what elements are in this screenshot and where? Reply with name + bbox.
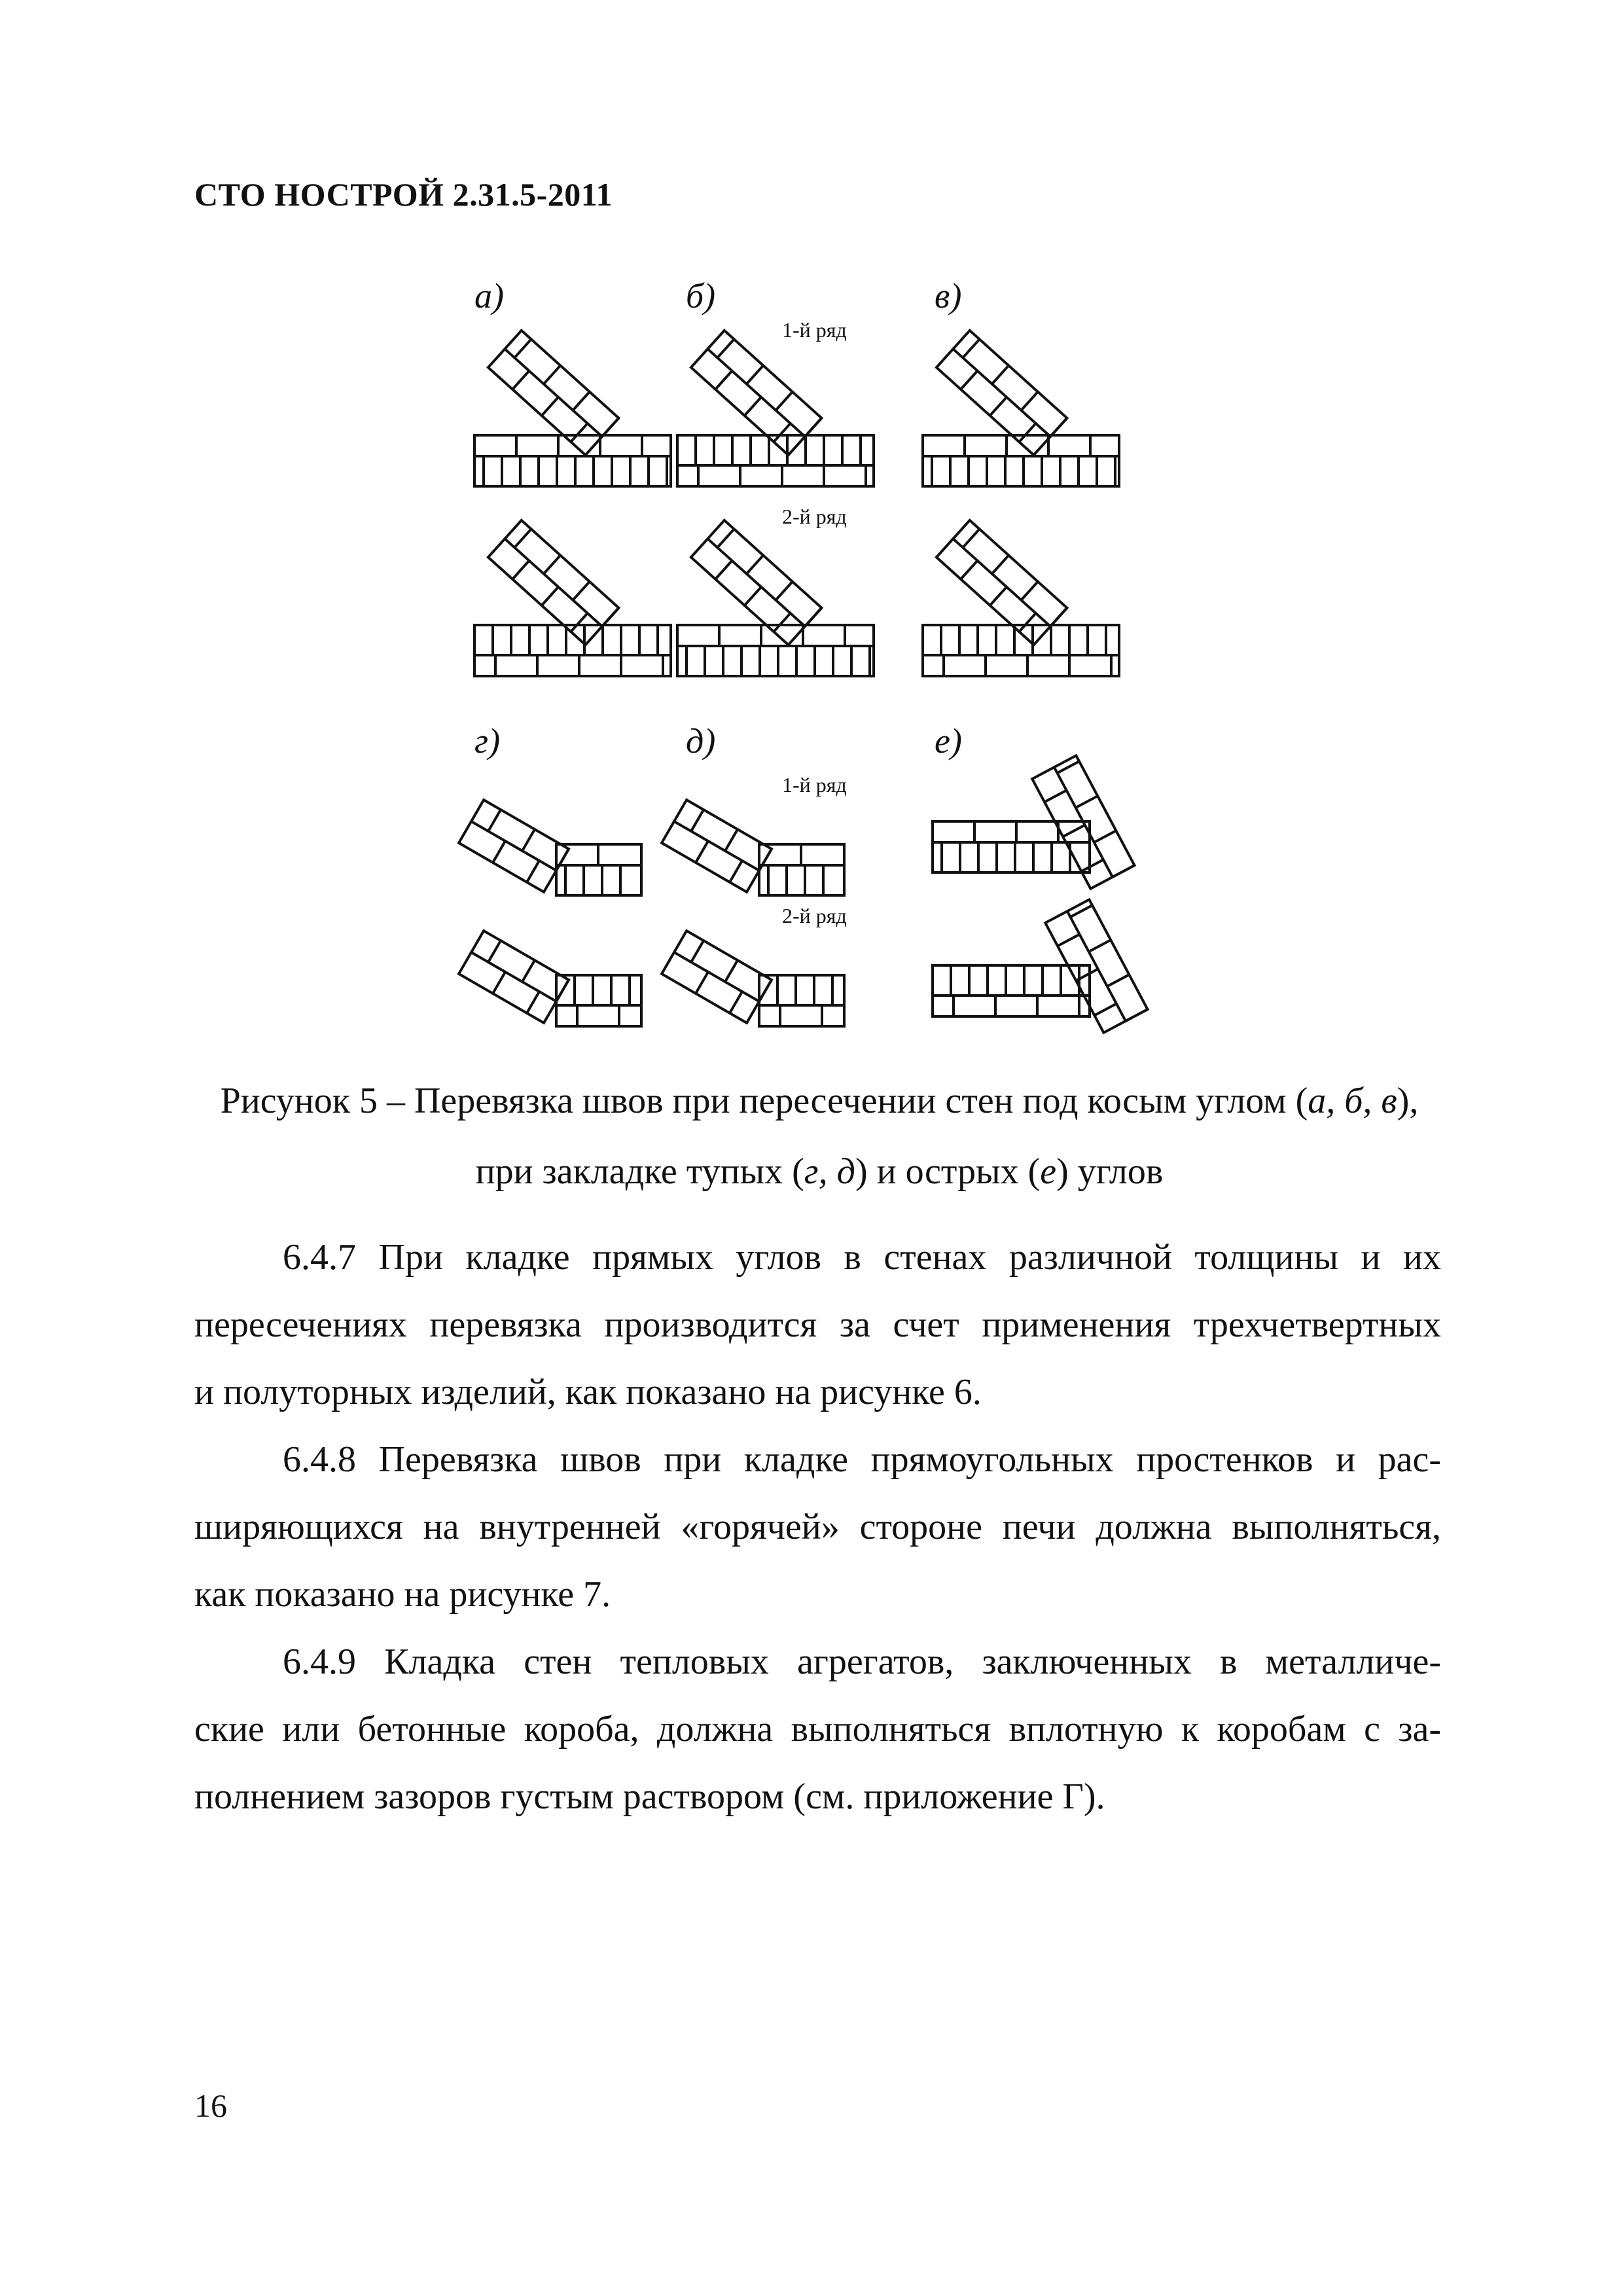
paragraph-line: 6.4.8 Перевязка швов при кладке прямоугольных простенков и рас- <box>283 1439 1441 1480</box>
caption-e: е <box>1040 1151 1057 1192</box>
row-label-second-bottom: 2-й ряд <box>782 904 847 927</box>
oblique-wall <box>1045 899 1147 1032</box>
wall-outline <box>933 965 1090 1016</box>
paragraph-line: и полуторных изделий, как показано на рисунке 6. <box>194 1372 982 1412</box>
paragraph-6-4-9 <box>194 1628 1441 1831</box>
paragraph-line: 6.4.9 Кладка стен тепловых агрегатов, заключенных в металличе- <box>283 1641 1441 1682</box>
row-label-first-bottom: 1-й ряд <box>782 773 847 797</box>
caption-line2-b: ) и острых ( <box>855 1151 1041 1192</box>
label-d: д) <box>686 721 716 761</box>
caption-prefix: Рисунок 5 – Перевязка швов при пересечении стен под косым углом ( <box>220 1081 1308 1121</box>
wall-outline <box>474 625 671 676</box>
oblique-wall <box>488 331 618 455</box>
label-b: б) <box>686 276 716 315</box>
wall-outline <box>556 975 641 1026</box>
paragraph-line: 6.4.7 При кладке прямых углов в стенах различной толщины и их <box>283 1237 1441 1278</box>
oblique-wall <box>1032 755 1134 888</box>
row-label-second-top: 2-й ряд <box>782 505 847 528</box>
label-v: в) <box>935 276 962 315</box>
oblique-wall <box>691 331 821 455</box>
row-label-first-top: 1-й ряд <box>782 318 847 342</box>
caption-line2-c: ) углов <box>1056 1151 1164 1192</box>
oblique-wall <box>488 520 618 645</box>
label-e: е) <box>935 721 962 761</box>
wall-outline <box>677 625 874 676</box>
caption-line-2 <box>194 1136 1444 1207</box>
wall-outline <box>474 435 671 486</box>
paragraph-line: как показано на рисунке 7. <box>194 1574 611 1615</box>
wall-outline <box>933 821 1090 872</box>
oblique-wall <box>936 331 1067 455</box>
label-a: а) <box>474 276 504 315</box>
wall-outline <box>677 435 874 486</box>
oblique-wall <box>459 800 569 892</box>
paragraph-6-4-8 <box>194 1426 1441 1628</box>
oblique-wall <box>691 520 821 645</box>
wall-outline <box>923 435 1119 486</box>
figure-caption <box>194 1066 1444 1207</box>
caption-line2-a: при закладке тупых ( <box>475 1151 804 1192</box>
document-header: СТО НОСТРОЙ 2.31.5-2011 <box>194 176 613 213</box>
paragraph-line: пересечениях перевязка производится за счет применения трехчетвертных <box>194 1304 1441 1345</box>
wall-outline <box>923 625 1119 676</box>
oblique-wall <box>936 520 1067 645</box>
oblique-wall <box>662 800 772 892</box>
page-number: 16 <box>194 2087 227 2124</box>
wall-outline <box>759 844 844 895</box>
wall-outline <box>556 844 641 895</box>
paragraph-line: ширяющихся на внутренней «горячей» стороне печи должна выполняться, <box>194 1507 1441 1547</box>
paragraph-line: полнением зазоров густым раствором (см. приложение Г). <box>194 1776 1105 1817</box>
paragraph-line: ские или бетонные короба, должна выполняться вплотную к коробам с за- <box>194 1709 1441 1749</box>
caption-line-1 <box>194 1066 1444 1136</box>
label-g: г) <box>474 721 501 761</box>
oblique-wall <box>662 931 772 1023</box>
paragraph-6-4-7 <box>194 1224 1441 1426</box>
caption-abv: а, б, в <box>1308 1081 1397 1121</box>
caption-mid: ), <box>1397 1081 1419 1121</box>
wall-outline <box>759 975 844 1026</box>
caption-gd: г, д <box>804 1151 855 1192</box>
oblique-wall <box>459 931 569 1023</box>
